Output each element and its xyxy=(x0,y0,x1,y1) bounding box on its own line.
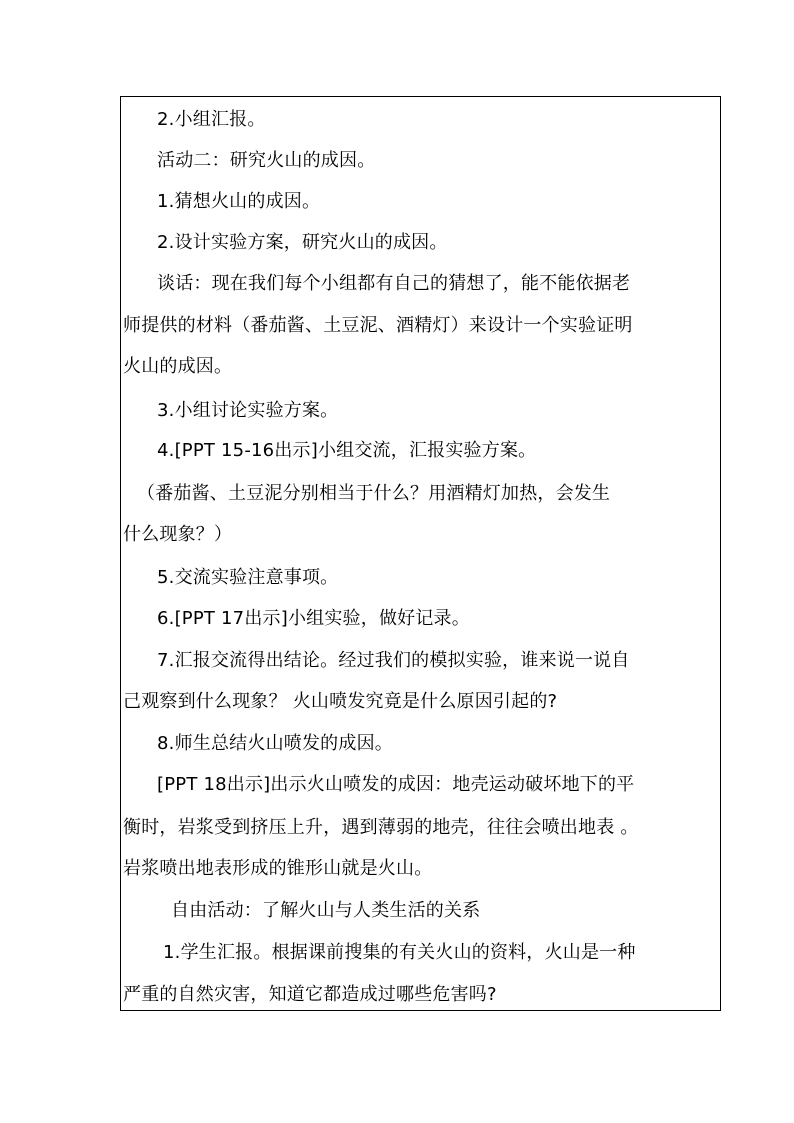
text-line: [PPT 18出示]出示火山喷发的成因：地壳运动破坏地下的平 xyxy=(157,774,635,795)
text-line: 2.小组汇报。 xyxy=(157,109,266,130)
text-line: 谈话：现在我们每个小组都有自己的猜想了，能不能依据老 xyxy=(157,273,631,294)
text-line: 活动二：研究火山的成因。 xyxy=(157,150,376,171)
text-line: 火山的成因。 xyxy=(123,356,233,377)
text-line: （番茄酱、土豆泥分别相当于什么？用酒精灯加热，会发生 xyxy=(137,483,611,504)
text-line: 5.交流实验注意事项。 xyxy=(157,567,339,588)
text-line: 1.猜想火山的成因。 xyxy=(157,191,321,212)
text-line: 4.[PPT 15-16出示]小组交流，汇报实验方案。 xyxy=(157,440,537,461)
text-line: 3.小组讨论实验方案。 xyxy=(157,400,339,421)
text-line: 1.学生汇报。根据课前搜集的有关火山的资料，火山是一种 xyxy=(163,942,636,963)
text-line: 8.师生总结火山喷发的成因。 xyxy=(157,733,393,754)
text-line: 严重的自然灾害，知道它都造成过哪些危害吗? xyxy=(123,984,497,1005)
lesson-plan-box xyxy=(120,96,721,1011)
text-line: 己观察到什么现象？ 火山喷发究竟是什么原因引起的? xyxy=(123,691,558,712)
text-line: 6.[PPT 17出示]小组实验，做好记录。 xyxy=(157,608,470,629)
text-line: 7.汇报交流得出结论。经过我们的模拟实验，谁来说一说自 xyxy=(157,650,630,671)
text-line: 岩浆喷出地表形成的锥形山就是火山。 xyxy=(123,858,433,879)
text-line: 2.设计实验方案，研究火山的成因。 xyxy=(157,232,448,253)
text-line: 师提供的材料（番茄酱、土豆泥、酒精灯）来设计一个实验证明 xyxy=(123,315,633,336)
text-line: 自由活动：了解火山与人类生活的关系 xyxy=(171,900,481,921)
text-line: 什么现象？） xyxy=(123,524,233,545)
text-line: 衡时，岩浆受到挤压上升，遇到薄弱的地壳，往往会喷出地表 。 xyxy=(123,817,639,838)
